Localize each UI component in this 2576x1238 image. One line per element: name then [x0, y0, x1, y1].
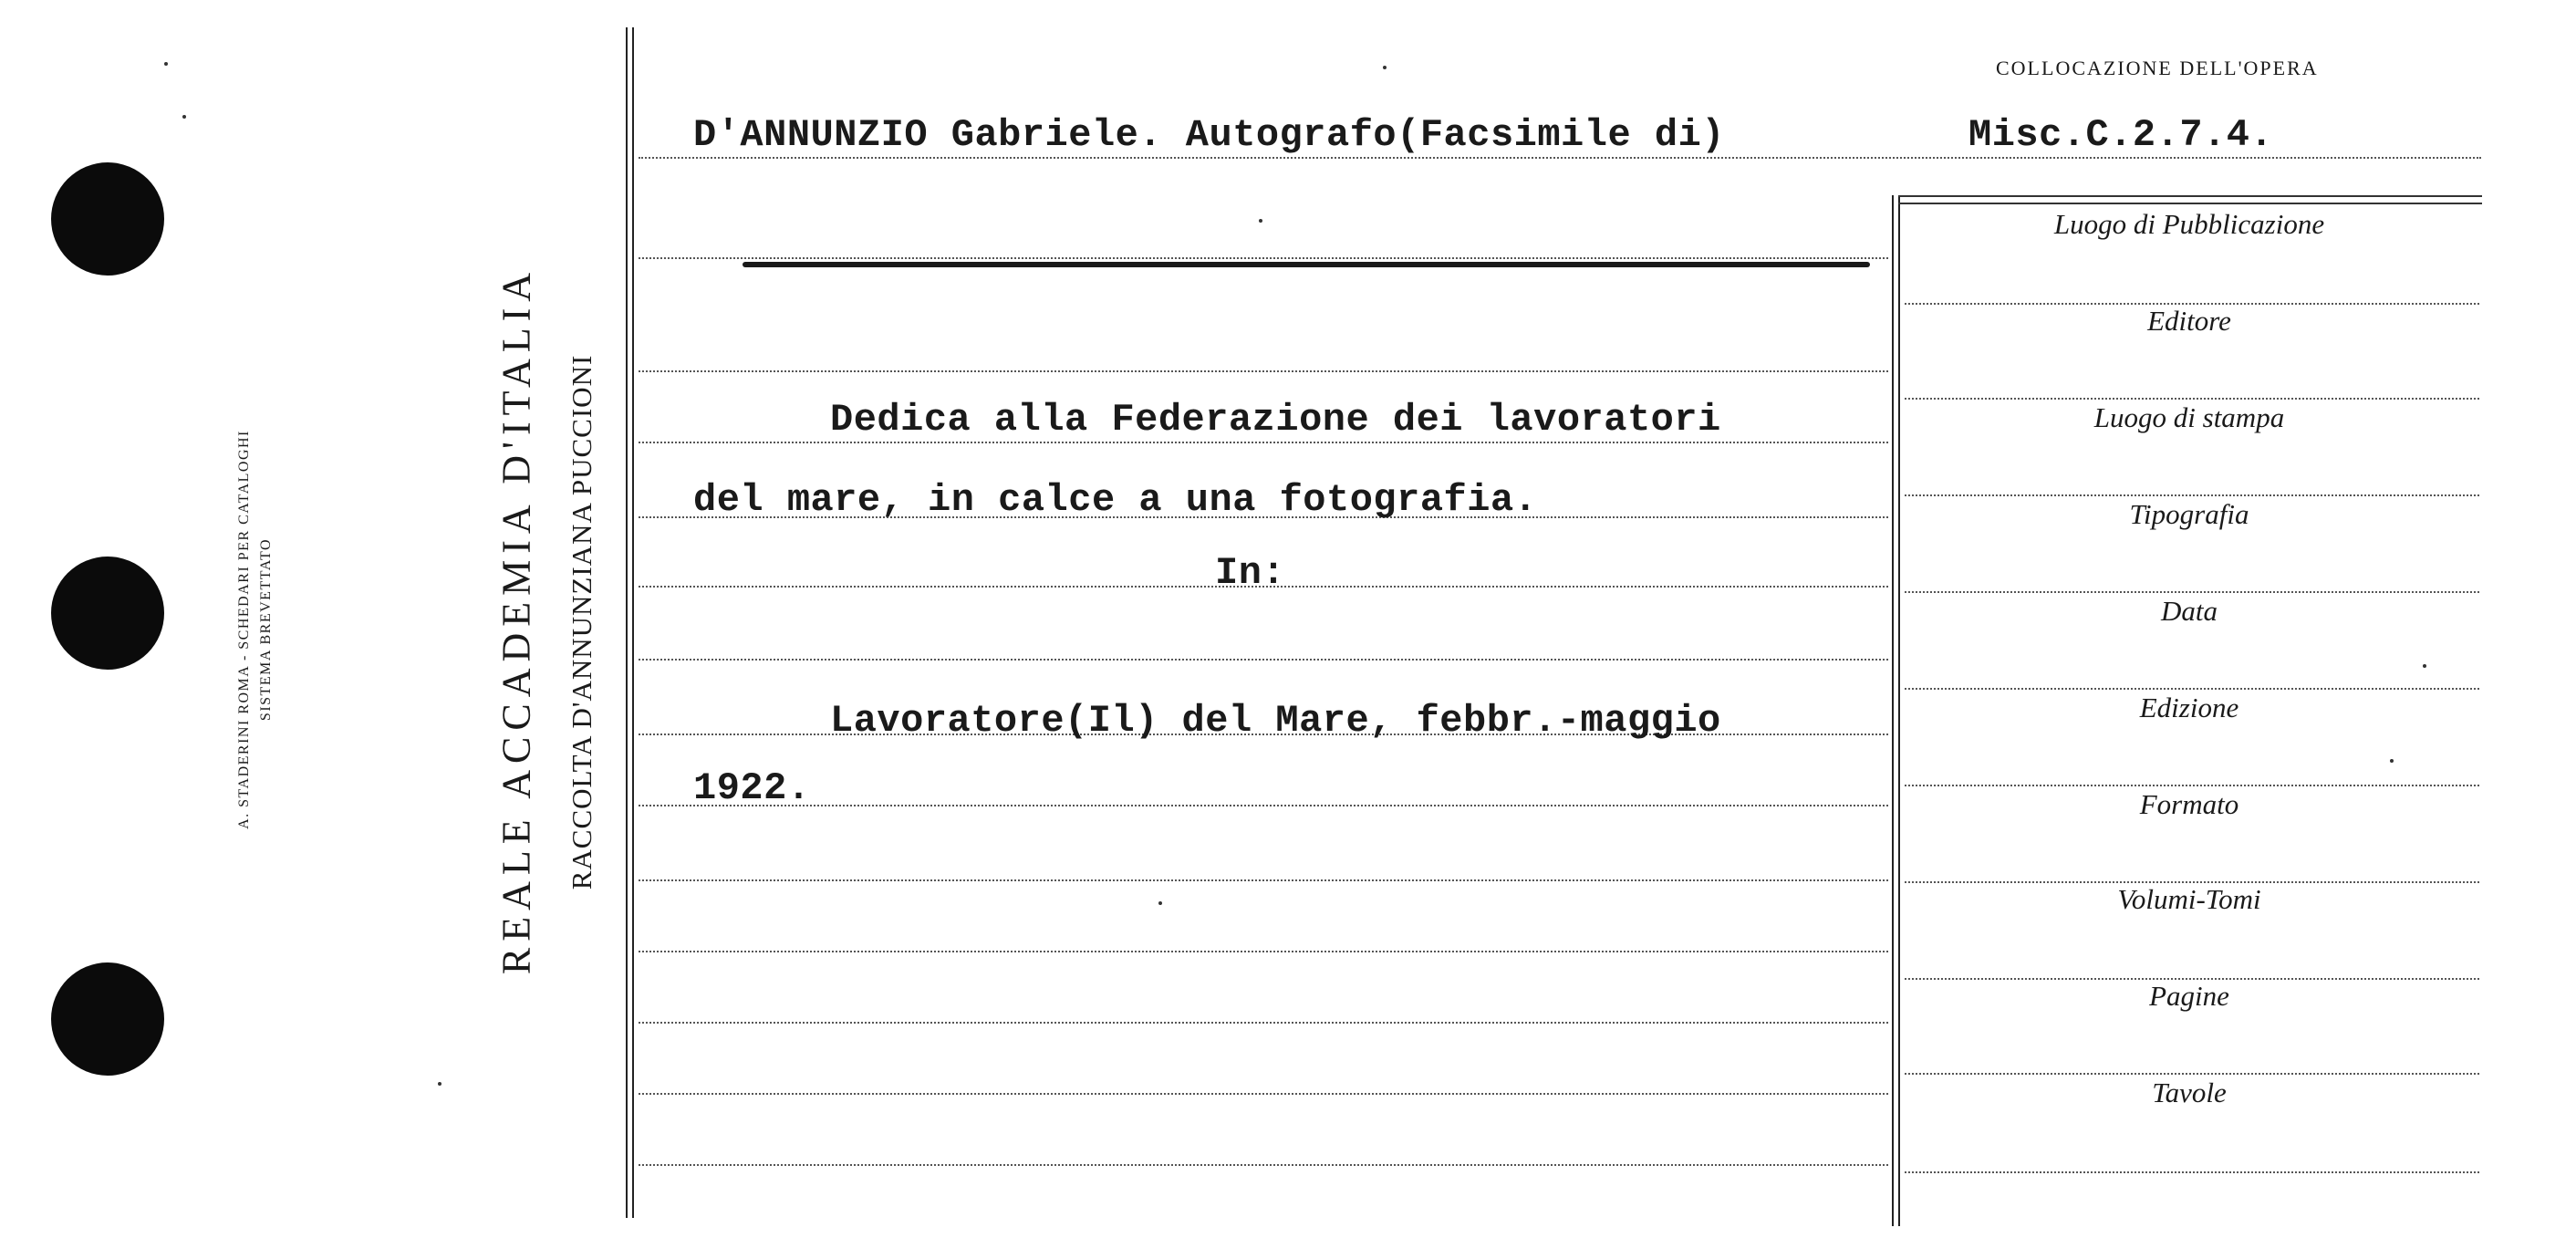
ruled-line: [639, 370, 1888, 372]
fields-top-rule-inner: [1898, 203, 2482, 204]
field-pagine: Pagine: [2149, 980, 2229, 1012]
printer-imprint: [234, 430, 277, 829]
body-line-4: Lavoratore(Il) del Mare, febbr.-maggio: [830, 699, 1721, 743]
ruled-line: [639, 879, 1888, 881]
ruled-line: [639, 1022, 1888, 1024]
paper-speck: [164, 62, 168, 66]
field-editore: Editore: [2147, 305, 2231, 337]
body-line-1: Dedica alla Federazione dei lavoratori: [830, 398, 1721, 442]
heading-shelfmark: Misc.C.2.7.4.: [1968, 113, 2274, 157]
paper-speck: [1383, 66, 1387, 69]
field-formato: Formato: [2139, 788, 2239, 820]
ruled-line: [639, 659, 1888, 661]
field-luogo-stampa: Luogo di stampa: [2093, 401, 2285, 433]
body-line-5: 1922.: [693, 766, 811, 810]
heading-heavy-rule: [743, 262, 1870, 267]
body-line-3: In:: [1215, 551, 1286, 595]
field-rule: [1905, 1171, 2479, 1173]
punch-hole-middle: [51, 557, 164, 670]
field-rule: [1905, 688, 2479, 690]
collection-title: RACCOLTA D'ANNUNZIANA PUCCIONI: [566, 354, 597, 890]
punch-hole-bottom: [51, 962, 164, 1076]
paper-speck: [1259, 219, 1262, 223]
ruled-line: [639, 1093, 1888, 1095]
fields-top-rule: [1898, 195, 2482, 197]
field-rule: [1905, 785, 2479, 786]
ruled-line: [639, 442, 1888, 443]
field-data: Data: [2161, 595, 2218, 627]
paper-speck: [438, 1082, 441, 1086]
body-line-2: del mare, in calce a una fotografia.: [693, 478, 1538, 522]
left-double-rule-a: [626, 27, 628, 1218]
collocation-label: COLLOCAZIONE DELL'OPERA: [1996, 57, 2319, 79]
left-double-rule-b: [632, 27, 634, 1218]
field-rule: [1905, 494, 2479, 496]
field-rule: [1905, 398, 2479, 400]
paper-speck: [182, 115, 186, 119]
field-tavole: Tavole: [2152, 1077, 2227, 1108]
institution-title: REALE ACCADEMIA D'ITALIA: [493, 265, 539, 975]
field-volumi-tomi: Volumi-Tomi: [2117, 883, 2261, 915]
field-rule: [1905, 591, 2479, 593]
ruled-line: [639, 951, 1888, 952]
heading-author-title: D'ANNUNZIO Gabriele. Autografo(Facsimile di): [693, 113, 1725, 157]
right-double-rule-a: [1892, 195, 1894, 1226]
paper-speck: [1158, 901, 1162, 905]
punch-hole-top: [51, 162, 164, 276]
ruled-line: [639, 157, 2481, 159]
field-rule: [1905, 1073, 2479, 1075]
field-luogo-pubblicazione: Luogo di Pubblicazione: [2053, 208, 2325, 240]
paper-speck: [2423, 664, 2426, 668]
ruled-line: [639, 257, 1888, 259]
printer-imprint-line-2: SISTEMA BREVETTATO: [258, 537, 274, 722]
field-tipografia: Tipografia: [2129, 498, 2249, 530]
paper-speck: [2390, 759, 2394, 763]
ruled-line: [639, 805, 1888, 806]
field-edizione: Edizione: [2139, 692, 2239, 723]
printer-imprint-line-1: A. STADERINI ROMA - SCHEDARI PER CATALOGHI: [236, 430, 252, 829]
ruled-line: [639, 1164, 1888, 1166]
